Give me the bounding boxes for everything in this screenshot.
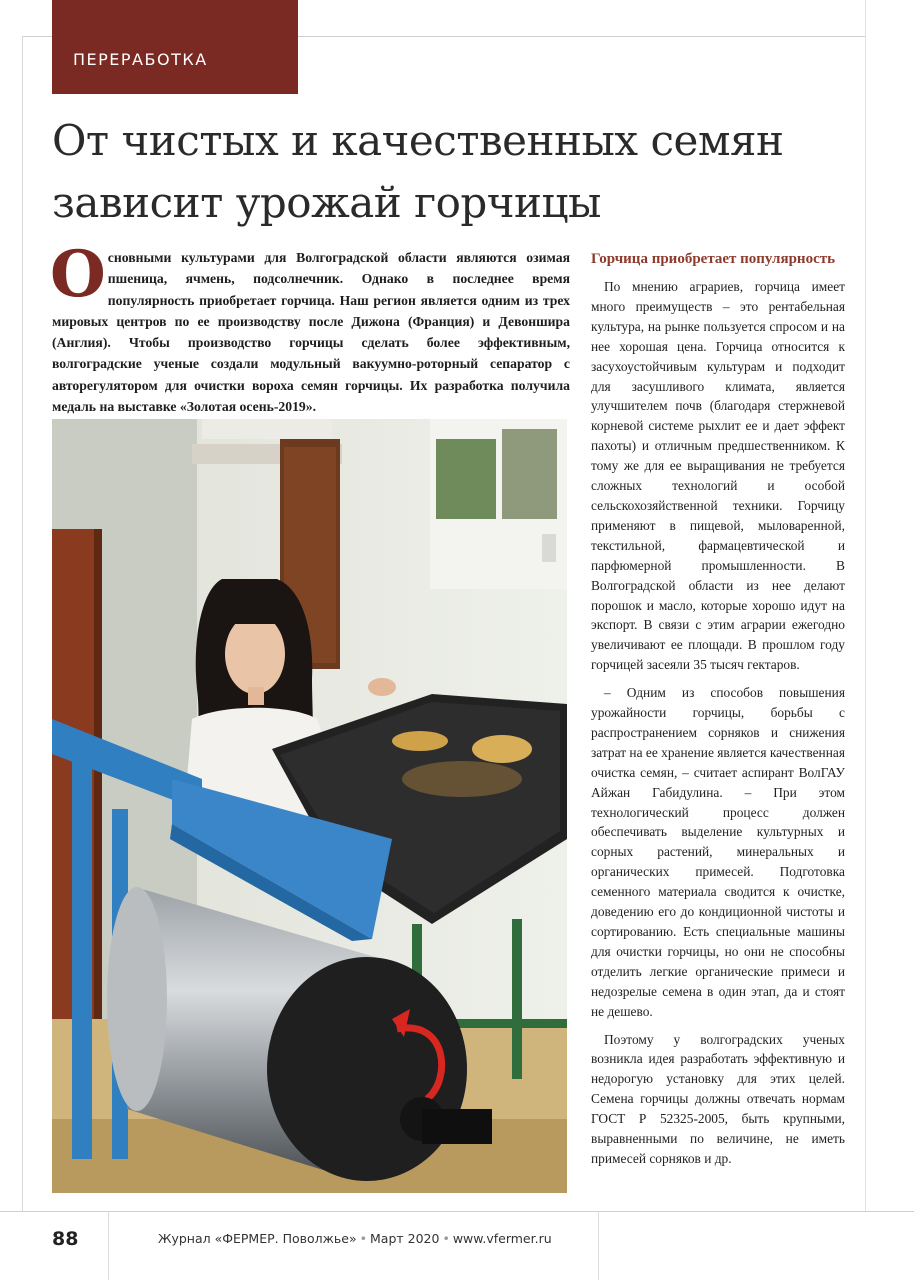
section-label-text: ПЕРЕРАБОТКА — [73, 50, 208, 69]
article-headline: От чистых и качественных семян зависит урожай горчицы — [52, 116, 784, 227]
sidebar-subheading: Горчица приобретает популярность — [591, 251, 836, 267]
section-label — [52, 0, 298, 94]
footer-rule — [0, 1211, 914, 1212]
issue-date: Март 2020 — [370, 1231, 440, 1246]
footer-divider — [598, 1211, 599, 1280]
footer-credits — [158, 1231, 552, 1246]
face — [225, 614, 285, 694]
left-rule — [22, 36, 23, 1211]
frame-post-left — [72, 739, 92, 1159]
wall-switch — [542, 534, 556, 562]
footer-divider — [108, 1211, 109, 1280]
sidebar-paragraph: Поэтому у волгоградских ученых возникла идея разработать эффективную и недорогую установку для этих целей. Семена горчицы должны отвечать нормам ГОСТ Р 52325-2005, быть крупными, выравненными по величине, не иметь примесей сорняков и др. — [591, 1031, 845, 1166]
footer-separator: • — [442, 1231, 450, 1246]
sidebar-paragraph: По мнению аграриев, горчица имеет много преимуществ – это рентабельная культура, на рынке пользуется спросом и на нее хорошая цена. Горчица относится к засухоустойчивым культурам и подходит для засушливого климата, является улучшителем почв (благодаря стержневой корневой системе рыхлит ее и дает эффект пахоты) и отличным предшественником. К тому же для ее выращивания не требуется сложных технологий и особой сельскохозяйственной техники. Горчицу применяют в пищевой, мыловаренной, текстильной, фармацевтической и парфюмерной промышленности. В Волгоградской области из нее делают порошок и масло, которые хорошо идут на экспорт. В связи с этим аграрии ежегодно увеличивают ее площади. В прошлом году горчицей засеяли 35 тысяч гектаров. — [591, 279, 845, 673]
hand — [368, 678, 396, 696]
article-photo — [52, 419, 567, 1193]
drop-cap: О — [50, 237, 106, 312]
journal-name: Журнал «ФЕРМЕР. Поволжье» — [158, 1231, 357, 1246]
website-link[interactable]: www.vfermer.ru — [452, 1231, 552, 1246]
lead-text: сновными культурами для Волгоградской области являются озимая пшеница, ячмень, подсолнечник. Однако в последнее время популярность приобретает горчица. Наш регион является одним из трех мировых центров по ее производству после Дижона (Франция) и Девоншира (Англия). Чтобы производство горчицы сделать более эффективным, волгоградские ученые создали модульный вакуумно-роторный сепаратор с авторегулятором для очистки вороха семян горчицы. Их разработка получила медаль на выставке «Золотая осень-2019». — [52, 250, 570, 415]
sidebar-column — [591, 250, 845, 1177]
drum-end-cap — [267, 957, 467, 1181]
footer-separator: • — [359, 1231, 367, 1246]
page-number: 88 — [52, 1228, 79, 1250]
lead-paragraph — [50, 237, 570, 417]
right-rule — [865, 0, 866, 1211]
sidebar-paragraph: – Одним из способов повышения урожайности горчицы, борьбы с распространением сорняков и снижения затрат на ее хранение является качественная очистка семян, – считает аспирант ВолГАУ Айжан Габидулина. – При этом технологический процесс должен обеспечивать выделение культурных и сорных растений, минеральных и органических примесей. Подготовка семенного материала сводится к очистке, доведению его до кондиционной чистоты и сортированию. Есть специальные машины для очистки горчицы, но они не способны отделить легкие органические примеси и недозрелые семена в один этап, да и стоят не дешево. — [591, 685, 845, 1019]
